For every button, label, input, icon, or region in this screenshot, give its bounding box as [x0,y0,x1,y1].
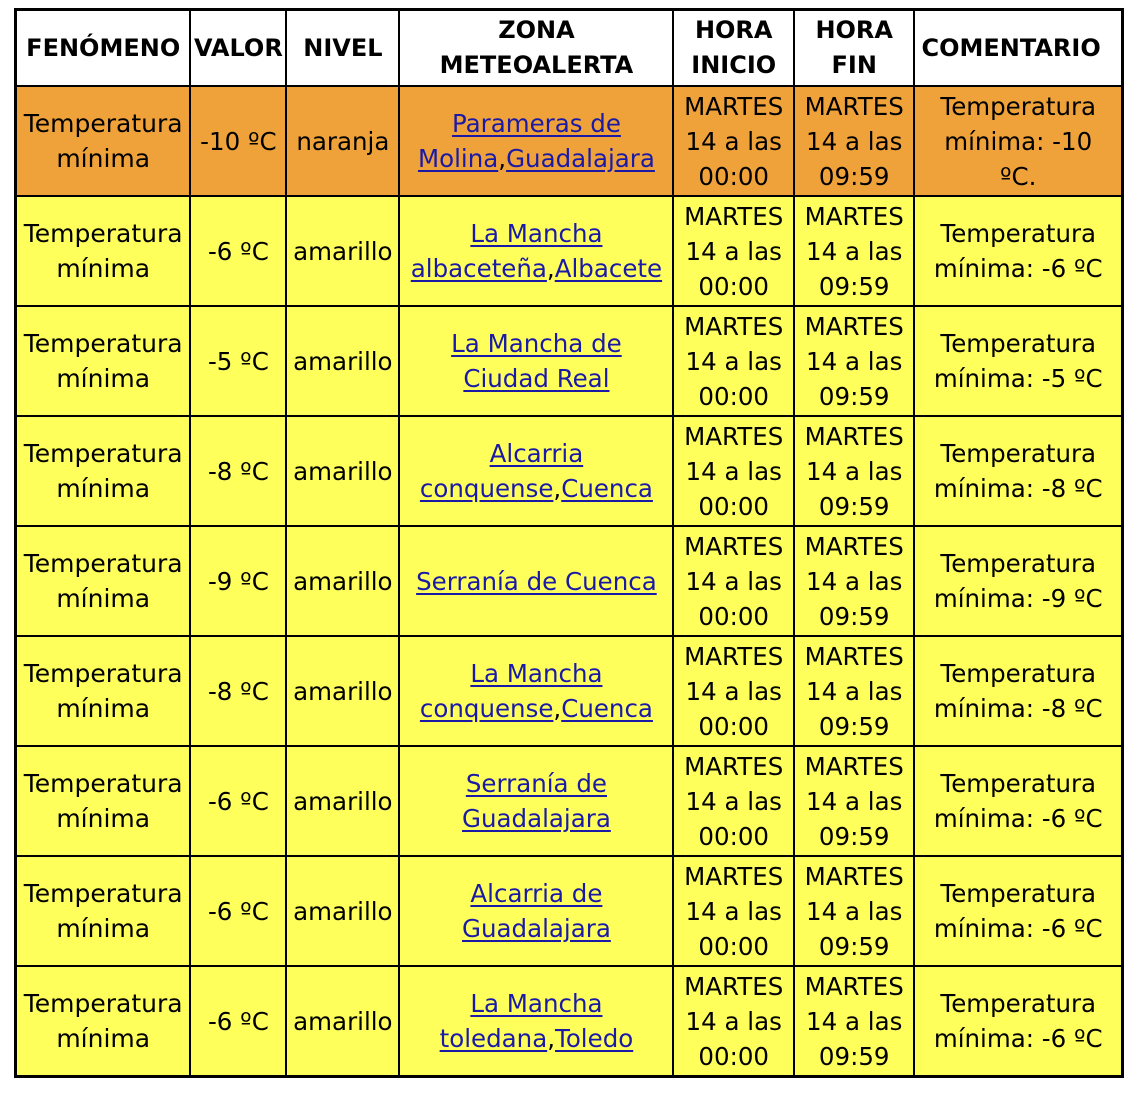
nivel-text: amarillo [293,676,393,706]
hora-inicio-line: 14 a las [685,566,782,596]
fenomeno-line: Temperatura [23,109,183,138]
alert-row [16,526,1123,636]
hora-inicio-cell [673,86,794,196]
hora-inicio-line: MARTES [684,751,784,781]
hora-fin-line: 14 a las [806,456,903,486]
hora-inicio-line: 14 a las [685,896,782,926]
alert-row [16,416,1123,526]
zone-separator: , [553,474,562,503]
fenomeno-cell [16,856,191,966]
header-zona: ZONA METEOALERTA [399,10,673,87]
nivel-text: amarillo [293,1006,393,1036]
comentario-cell [914,966,1122,1077]
zona-cell [399,86,673,196]
fenomeno-line: mínima [56,1024,151,1053]
hora-inicio-line: MARTES [684,421,784,451]
fenomeno-line: Temperatura [23,549,183,578]
valor-text: -6 ºC [207,236,269,266]
nivel-text: amarillo [293,236,393,266]
header-row [16,10,1123,87]
header-comentario: COMENTARIO [914,10,1122,87]
fenomeno-cell [16,416,191,526]
hora-fin-line: 09:59 [818,381,890,411]
fenomeno-line: Temperatura [23,439,183,468]
hora-inicio-line: 00:00 [698,161,770,191]
comentario-cell [914,196,1122,306]
hora-fin-line: 14 a las [806,896,903,926]
comment-line: mínima: -6 ºC [933,1024,1103,1053]
comentario-cell [914,526,1122,636]
zone-link-area[interactable]: toledana [439,1024,548,1053]
valor-cell [190,856,286,966]
zona-cell [399,966,673,1077]
hora-fin-line: 14 a las [806,676,903,706]
comment-line: mínima: -9 ºC [933,584,1103,613]
comment-line: mínima: -5 ºC [933,364,1103,393]
comentario-cell [914,416,1122,526]
zone-link-area[interactable]: Guadalajara [462,804,611,833]
zone-link-line1[interactable]: La Mancha [470,659,603,688]
hora-inicio-line: MARTES [684,91,784,121]
hora-fin-cell [794,196,915,306]
hora-inicio-cell [673,856,794,966]
fenomeno-cell [16,966,191,1077]
hora-fin-line: 09:59 [818,711,890,741]
hora-inicio-cell [673,526,794,636]
hora-fin-line: MARTES [804,311,904,341]
zone-link-line1[interactable]: Parameras de [451,109,621,138]
zone-link-line1[interactable]: Alcarria de [470,879,603,908]
nivel-text: amarillo [293,566,393,596]
fenomeno-line: Temperatura [23,219,183,248]
fenomeno-line: Temperatura [23,659,183,688]
hora-fin-line: MARTES [804,91,904,121]
fenomeno-cell [16,636,191,746]
comment-line: mínima: -6 ºC [933,914,1103,943]
hora-inicio-line: 14 a las [685,126,782,156]
hora-fin-line: MARTES [804,531,904,561]
hora-inicio-line: 00:00 [698,931,770,961]
comment-line: Temperatura [940,879,1097,908]
hora-fin-line: 14 a las [806,126,903,156]
alert-row [16,86,1123,196]
hora-fin-cell [794,416,915,526]
fenomeno-line: Temperatura [23,769,183,798]
hora-fin-line: MARTES [804,421,904,451]
hora-fin-line: MARTES [804,751,904,781]
hora-fin-line: 09:59 [818,161,890,191]
hora-fin-cell [794,636,915,746]
comment-line: Temperatura [940,219,1097,248]
zone-separator: , [546,254,555,283]
nivel-cell [286,416,399,526]
alert-row [16,196,1123,306]
comment-line: mínima: -8 ºC [933,474,1103,503]
nivel-cell [286,966,399,1077]
zone-link-area[interactable]: conquense [419,474,554,503]
header-nivel: NIVEL [286,10,399,87]
alert-row [16,856,1123,966]
hora-inicio-cell [673,636,794,746]
fenomeno-line: mínima [56,254,151,283]
hora-fin-cell [794,306,915,416]
hora-inicio-line: MARTES [684,641,784,671]
comentario-cell [914,746,1122,856]
zone-separator: , [553,694,562,723]
hora-inicio-line: MARTES [684,531,784,561]
nivel-cell [286,86,399,196]
hora-fin-cell [794,856,915,966]
zone-link-line1[interactable]: Alcarria [489,439,584,468]
meteoalerta-table [14,8,1124,1078]
hora-fin-line: 09:59 [818,271,890,301]
hora-fin-line: MARTES [804,641,904,671]
fenomeno-line: mínima [56,914,151,943]
zone-link-province[interactable]: Cuenca [561,694,653,723]
hora-fin-line: MARTES [804,861,904,891]
zona-cell [399,306,673,416]
fenomeno-cell [16,306,191,416]
hora-inicio-line: 14 a las [685,236,782,266]
zone-link-area[interactable]: albaceteña [410,254,547,283]
hora-inicio-line: 00:00 [698,711,770,741]
hora-inicio-cell [673,306,794,416]
hora-fin-line: MARTES [804,201,904,231]
zona-cell [399,196,673,306]
comment-line: mínima: -6 ºC [933,804,1103,833]
header-fenomeno: FENÓMENO [16,10,191,87]
comment-line: ºC. [1000,161,1037,191]
nivel-text: amarillo [293,786,393,816]
comment-line: mínima: -6 ºC [933,254,1103,283]
zone-separator: , [547,1024,556,1053]
zona-cell [399,526,673,636]
zone-link-area[interactable]: Guadalajara [462,914,611,943]
hora-fin-line: 09:59 [818,931,890,961]
hora-fin-line: 09:59 [818,601,890,631]
comment-line: Temperatura [940,549,1097,578]
alert-row [16,636,1123,746]
hora-fin-line: MARTES [804,971,904,1001]
fenomeno-cell [16,86,191,196]
hora-fin-line: 14 a las [806,236,903,266]
nivel-text: amarillo [293,346,393,376]
zone-separator: , [498,144,507,173]
zone-link-province[interactable]: Guadalajara [506,144,655,173]
valor-text: -8 ºC [207,456,269,486]
hora-fin-line: 09:59 [818,821,890,851]
zone-link-area[interactable]: Molina [417,144,499,173]
hora-inicio-cell [673,966,794,1077]
valor-text: -6 ºC [207,1006,269,1036]
comment-line: mínima: -10 [944,126,1093,156]
valor-text: -6 ºC [207,896,269,926]
fenomeno-line: mínima [56,804,151,833]
nivel-cell [286,636,399,746]
alert-row [16,966,1123,1077]
hora-inicio-line: 00:00 [698,491,770,521]
hora-inicio-cell [673,416,794,526]
zona-cell [399,416,673,526]
comentario-cell [914,636,1122,746]
hora-inicio-line: 14 a las [685,1006,782,1036]
valor-cell [190,526,286,636]
zone-link-area[interactable]: Serranía de Cuenca [416,566,657,596]
hora-fin-line: 14 a las [806,1006,903,1036]
fenomeno-line: Temperatura [23,989,183,1018]
zone-link-area[interactable]: conquense [419,694,554,723]
hora-inicio-cell [673,746,794,856]
nivel-cell [286,746,399,856]
valor-cell [190,86,286,196]
nivel-text: amarillo [293,456,393,486]
zone-link-line1[interactable]: La Mancha [470,219,603,248]
hora-fin-line: 14 a las [806,786,903,816]
fenomeno-line: mínima [56,584,151,613]
valor-cell [190,636,286,746]
zone-link-province[interactable]: Cuenca [561,474,653,503]
fenomeno-cell [16,526,191,636]
hora-fin-cell [794,966,915,1077]
hora-inicio-line: 14 a las [685,786,782,816]
hora-inicio-line: 14 a las [685,456,782,486]
comment-line: Temperatura [940,439,1097,468]
hora-inicio-line: 00:00 [698,601,770,631]
nivel-cell [286,856,399,966]
header-hora-fin: HORA FIN [794,10,915,87]
hora-fin-cell [794,526,915,636]
hora-inicio-line: MARTES [684,201,784,231]
zona-cell [399,856,673,966]
fenomeno-line: Temperatura [23,329,183,358]
nivel-cell [286,526,399,636]
zone-link-line1[interactable]: La Mancha de [451,329,622,358]
header-valor: VALOR [190,10,286,87]
comment-line: Temperatura [940,989,1097,1018]
hora-inicio-line: MARTES [684,311,784,341]
valor-cell [190,966,286,1077]
fenomeno-cell [16,196,191,306]
valor-text: -8 ºC [207,676,269,706]
zone-link-province[interactable]: Albacete [554,254,663,283]
nivel-text: amarillo [293,896,393,926]
hora-fin-line: 09:59 [818,491,890,521]
hora-inicio-line: 00:00 [698,1041,770,1071]
hora-inicio-cell [673,196,794,306]
valor-text: -5 ºC [207,346,269,376]
header-hora-inicio: HORA INICIO [673,10,794,87]
fenomeno-line: Temperatura [23,879,183,908]
fenomeno-line: mínima [56,364,151,393]
fenomeno-line: mínima [56,694,151,723]
nivel-cell [286,306,399,416]
zone-link-area[interactable]: Ciudad Real [463,364,610,393]
zone-link-line1[interactable]: La Mancha [470,989,603,1018]
valor-text: -6 ºC [207,786,269,816]
alert-row [16,306,1123,416]
zone-link-province[interactable]: Toledo [555,1024,634,1053]
nivel-cell [286,196,399,306]
fenomeno-cell [16,746,191,856]
fenomeno-line: mínima [56,144,151,173]
hora-inicio-line: 00:00 [698,821,770,851]
hora-inicio-line: 00:00 [698,381,770,411]
nivel-text: naranja [296,126,390,156]
valor-text: -10 ºC [200,126,277,156]
comment-line: Temperatura [940,329,1097,358]
hora-inicio-line: MARTES [684,971,784,1001]
hora-fin-line: 09:59 [818,1041,890,1071]
hora-fin-cell [794,746,915,856]
comentario-cell [914,86,1122,196]
hora-fin-line: 14 a las [806,566,903,596]
hora-inicio-line: 00:00 [698,271,770,301]
comment-line: Temperatura [940,769,1097,798]
hora-fin-cell [794,86,915,196]
hora-inicio-line: 14 a las [685,346,782,376]
comment-line: Temperatura [940,91,1097,121]
valor-cell [190,306,286,416]
valor-cell [190,416,286,526]
comment-line: Temperatura [940,659,1097,688]
valor-text: -9 ºC [207,566,269,596]
alert-row [16,746,1123,856]
zona-cell [399,746,673,856]
comment-line: mínima: -8 ºC [933,694,1103,723]
fenomeno-line: mínima [56,474,151,503]
valor-cell [190,196,286,306]
hora-inicio-line: 14 a las [685,676,782,706]
comentario-cell [914,306,1122,416]
hora-fin-line: 14 a las [806,346,903,376]
zona-cell [399,636,673,746]
comentario-cell [914,856,1122,966]
hora-inicio-line: MARTES [684,861,784,891]
valor-cell [190,746,286,856]
zone-link-line1[interactable]: Serranía de [465,769,607,798]
